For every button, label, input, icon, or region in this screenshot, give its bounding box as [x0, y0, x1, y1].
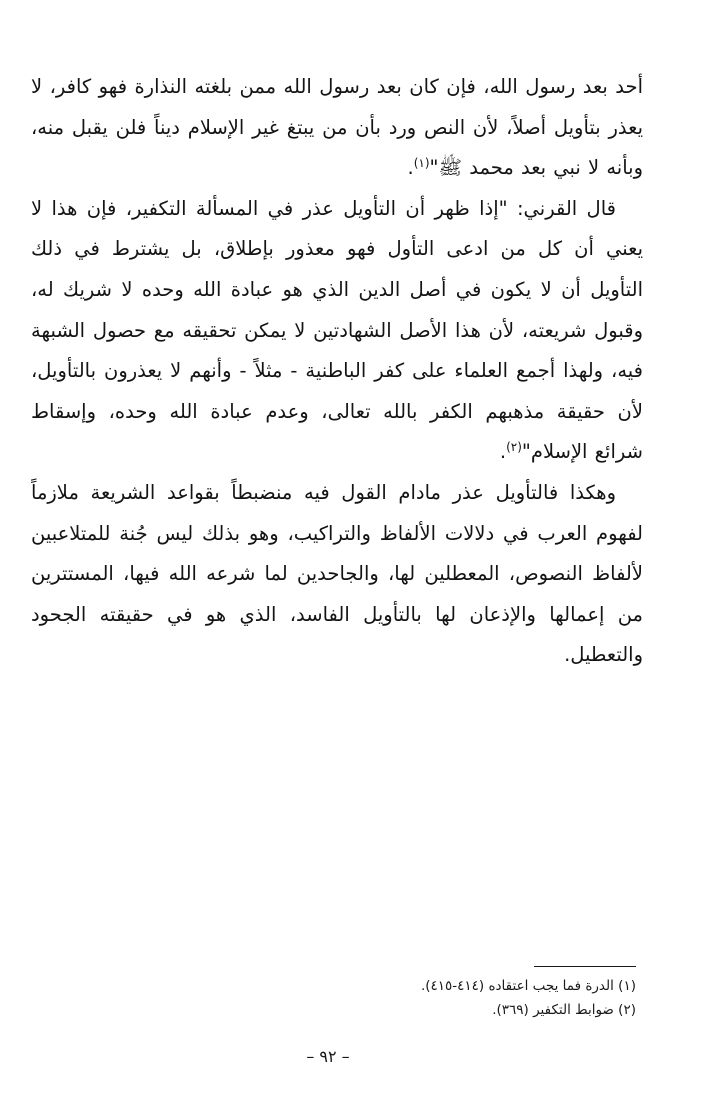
footnote-2: (٢) ضوابط التكفير (٣٦٩).	[492, 1002, 636, 1018]
paragraph-2-text: قال القرني: "إذا ظهر أن التأويل عذر في المسألة التكفير، فإن هذا لا يعني أن كل من ادعى التأول فهو معذور بإطلاق، بل يشترط في ذلك التأويل أن لا يكون في أصل الدين الذي هو عبادة الله وحده لا شريك له، وقبول شريعته، لأن هذا الأصل الشهادتين لا يمكن تحقيقه مع حصول الشبهة فيه، ولهذا أجمع العلماء على كفر الباطنية - مثلاً - وأنهم لا يعذرون بالتأويل، لأن حقيقة مذهبهم الكفر بالله تعالى، وعدم عبادة الله وحده، وإسقاط شرائع الإسلام"	[31, 196, 643, 464]
main-text	[31, 67, 643, 676]
footnote-ref-1: (١)	[413, 156, 430, 171]
paragraph-1-text: أحد بعد رسول الله، فإن كان بعد رسول الله ممن بلغته النذارة فهو كافر، لا يعذر بتأويل أصلاً، لأن النص ورد بأن من يبتغ غير الإسلام ديناً فلن يقبل منه، وبأنه لا نبي بعد محمد ﷺ"	[31, 75, 643, 180]
footnote-1: (١) الدرة فما يجب اعتقاده (٤١٤-٤١٥).	[420, 978, 636, 994]
footnote-ref-2: (٢)	[506, 440, 522, 455]
page-number: – ٩٢ –	[306, 1047, 350, 1066]
footnotes	[240, 974, 636, 1022]
paragraph-1-end: .	[407, 156, 414, 180]
footnote-divider	[534, 966, 636, 967]
paragraph-1	[31, 67, 643, 189]
paragraph-2	[31, 189, 643, 473]
paragraph-2-end: .	[499, 440, 507, 464]
paragraph-3: وهكذا فالتأويل عذر مادام القول فيه منضبطاً بقواعد الشريعة ملازماً لفهوم العرب في دلالات الألفاظ والتراكيب، وهو بذلك ليس جُنة للمتلاعبين لألفاظ النصوص، المعطلين لها، والجاحدين لما شرعه الله فيها، المستترين من إعمالها والإذعان لها بالتأويل الفاسد، الذي هو في حقيقته الجحود والتعطيل.	[31, 480, 643, 667]
